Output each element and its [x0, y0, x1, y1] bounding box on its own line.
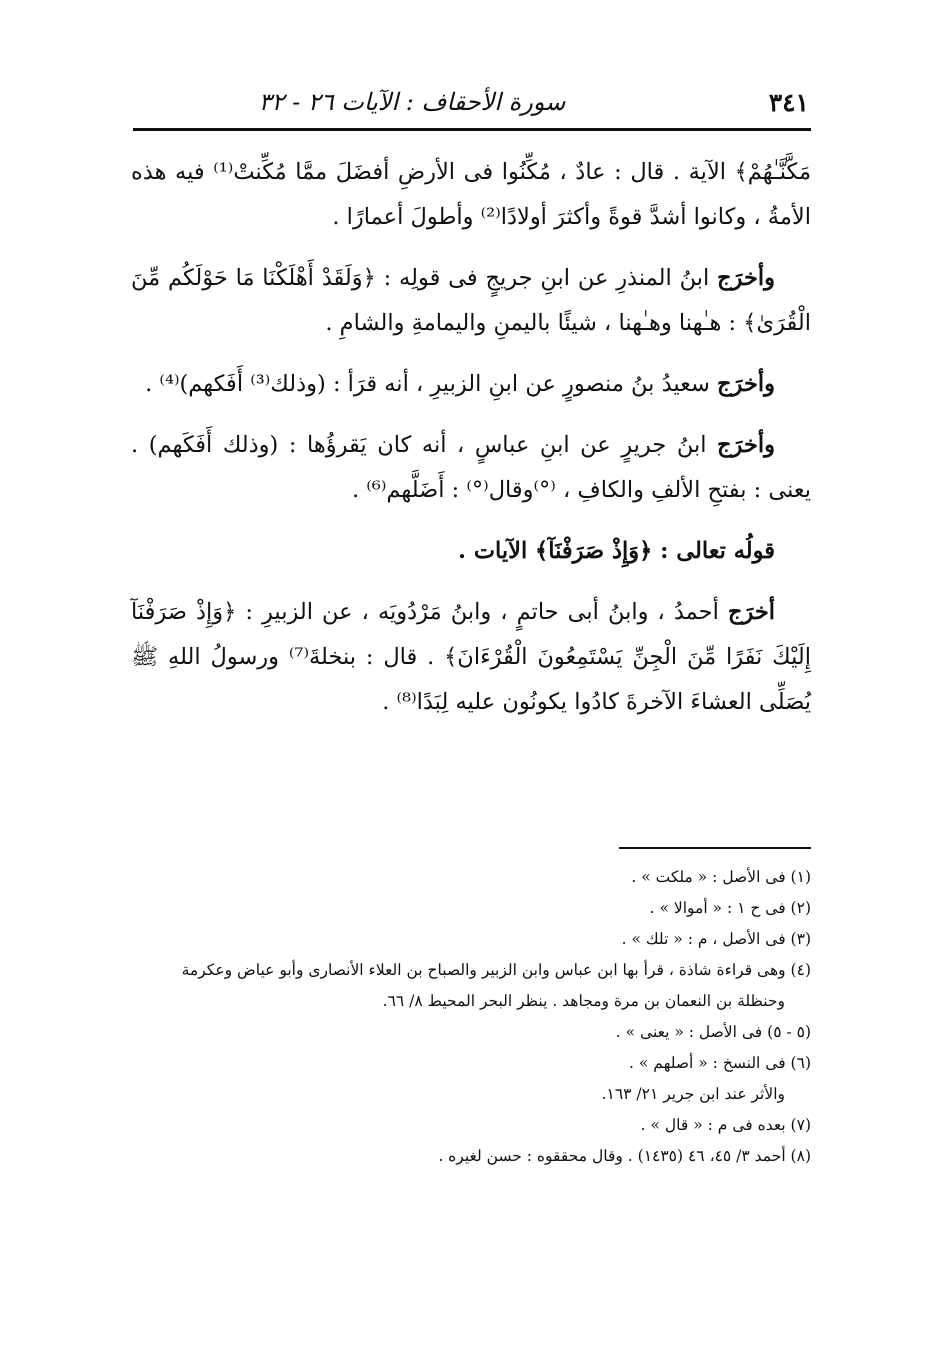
paragraph-2-lead: وأخرَج — [717, 265, 775, 291]
footnote-1: (١) فى الأصل : « ملكت » . — [631, 868, 811, 886]
paragraph-2-text: ابنُ المنذرِ عن ابنِ جريجٍ فى قولِه : ﴿وَلَقَدْ أَهْلَكْنَا مَا حَوْلَكُم مِّنَ الْقُرَىٰ﴾ : هـٰهنا وهـٰهنا ، شيئًا باليمنِ واليمامةِ والشامِ . — [131, 265, 811, 336]
page-header — [135, 80, 809, 126]
footnote-5: (٥ - ٥) فى الأصل : « يعنى » . — [615, 1023, 811, 1041]
footnote-4: (٤) وهى قراءة شاذة ، قرأ بها ابن عباس وابن الزبير والصباح بن العلاء الأنصارى وأبو عياض وعكرمة — [181, 961, 811, 979]
running-head: سورة الأحقاف : الآيات ٢٦ - ٣٢ — [258, 88, 566, 116]
paragraph-3 — [131, 362, 811, 407]
paragraph-3-lead: وأخرَج — [717, 371, 775, 397]
paragraph-2 — [131, 256, 811, 346]
paragraph-1: مَكَّنَّـٰهُمْ﴾ الآية . قال : عادٌ ، مُكِّنُوا فى الأرضِ أفضَلَ ممَّا مُكِّنتْ⁽¹⁾ فيه هذه الأمةُ ، وكانوا أشدَّ قوةً وأكثرَ أولادًا⁽²⁾ وأطولَ أعمارًا . — [131, 159, 811, 230]
paragraph-4 — [131, 423, 811, 513]
paragraph-5-text: أحمدُ ، وابنُ أبى حاتمٍ ، وابنُ مَرْدُويَه ، عن الزبيرِ : ﴿وَإِذْ صَرَفْنَآ إِلَيْكَ نَفَرًا مِّنَ الْجِنِّ يَسْتَمِعُونَ الْقُرْءَانَ﴾ . قال : بنخلةَ⁽⁷⁾ ورسولُ اللهِ ﷺ يُصَلِّى العشاءَ الآخرةَ كادُوا يكونُون عليه لِبَدًا⁽⁸⁾ . — [131, 599, 811, 715]
footnote-8: (٨) أحمد ٣/ ٤٥، ٤٦ (١٤٣٥) . وقال محققوه : حسن لغيره . — [438, 1147, 811, 1165]
paragraph-5 — [131, 590, 811, 725]
footnote-2: (٢) فى ح ١ : « أموالا » . — [649, 899, 811, 917]
paragraph-4-lead: وأخرَج — [717, 432, 775, 458]
footnote-6-continued: والأثر عند ابن جرير ٢١/ ١٦٣. — [601, 1085, 785, 1103]
footnote-4-continued: وحنظلة بن النعمان بن مرة ومجاهد . ينظر البحر المحيط ٨/ ٦٦. — [382, 992, 785, 1010]
footnote-7: (٧) بعده فى م : « قال » . — [640, 1116, 811, 1134]
footnote-3: (٣) فى الأصل ، م : « تلك » . — [621, 930, 811, 948]
paragraph-4-text: ابنُ جريرٍ عن ابنِ عباسٍ ، أنه كان يَقرؤُها : (وذلك أَفَكَهم) . يعنى : بفتحِ الألفِ والكافِ ، ⁽°⁾وقال⁽°⁾ : أَضَلَّهم⁽⁶⁾ . — [131, 432, 811, 503]
header-divider — [133, 128, 811, 131]
paragraph-5-lead: أخرَج — [727, 599, 775, 625]
page-number: ٣٤١ — [768, 88, 809, 117]
footnote-divider — [619, 847, 811, 849]
footnotes — [133, 862, 811, 1172]
section-heading: قولُه تعالى : ﴿وَإِذْ صَرَفْنَآ﴾ الآيات . — [458, 538, 775, 564]
paragraph-3-text: سعيدُ بنُ منصورٍ عن ابنِ الزبيرِ ، أنه قرَأ : (وذلك⁽³⁾ أَفَكهم)⁽⁴⁾ . — [145, 371, 718, 397]
main-text — [131, 150, 811, 741]
footnote-6: (٦) فى النسخ : « أصلهم » . — [629, 1054, 811, 1072]
